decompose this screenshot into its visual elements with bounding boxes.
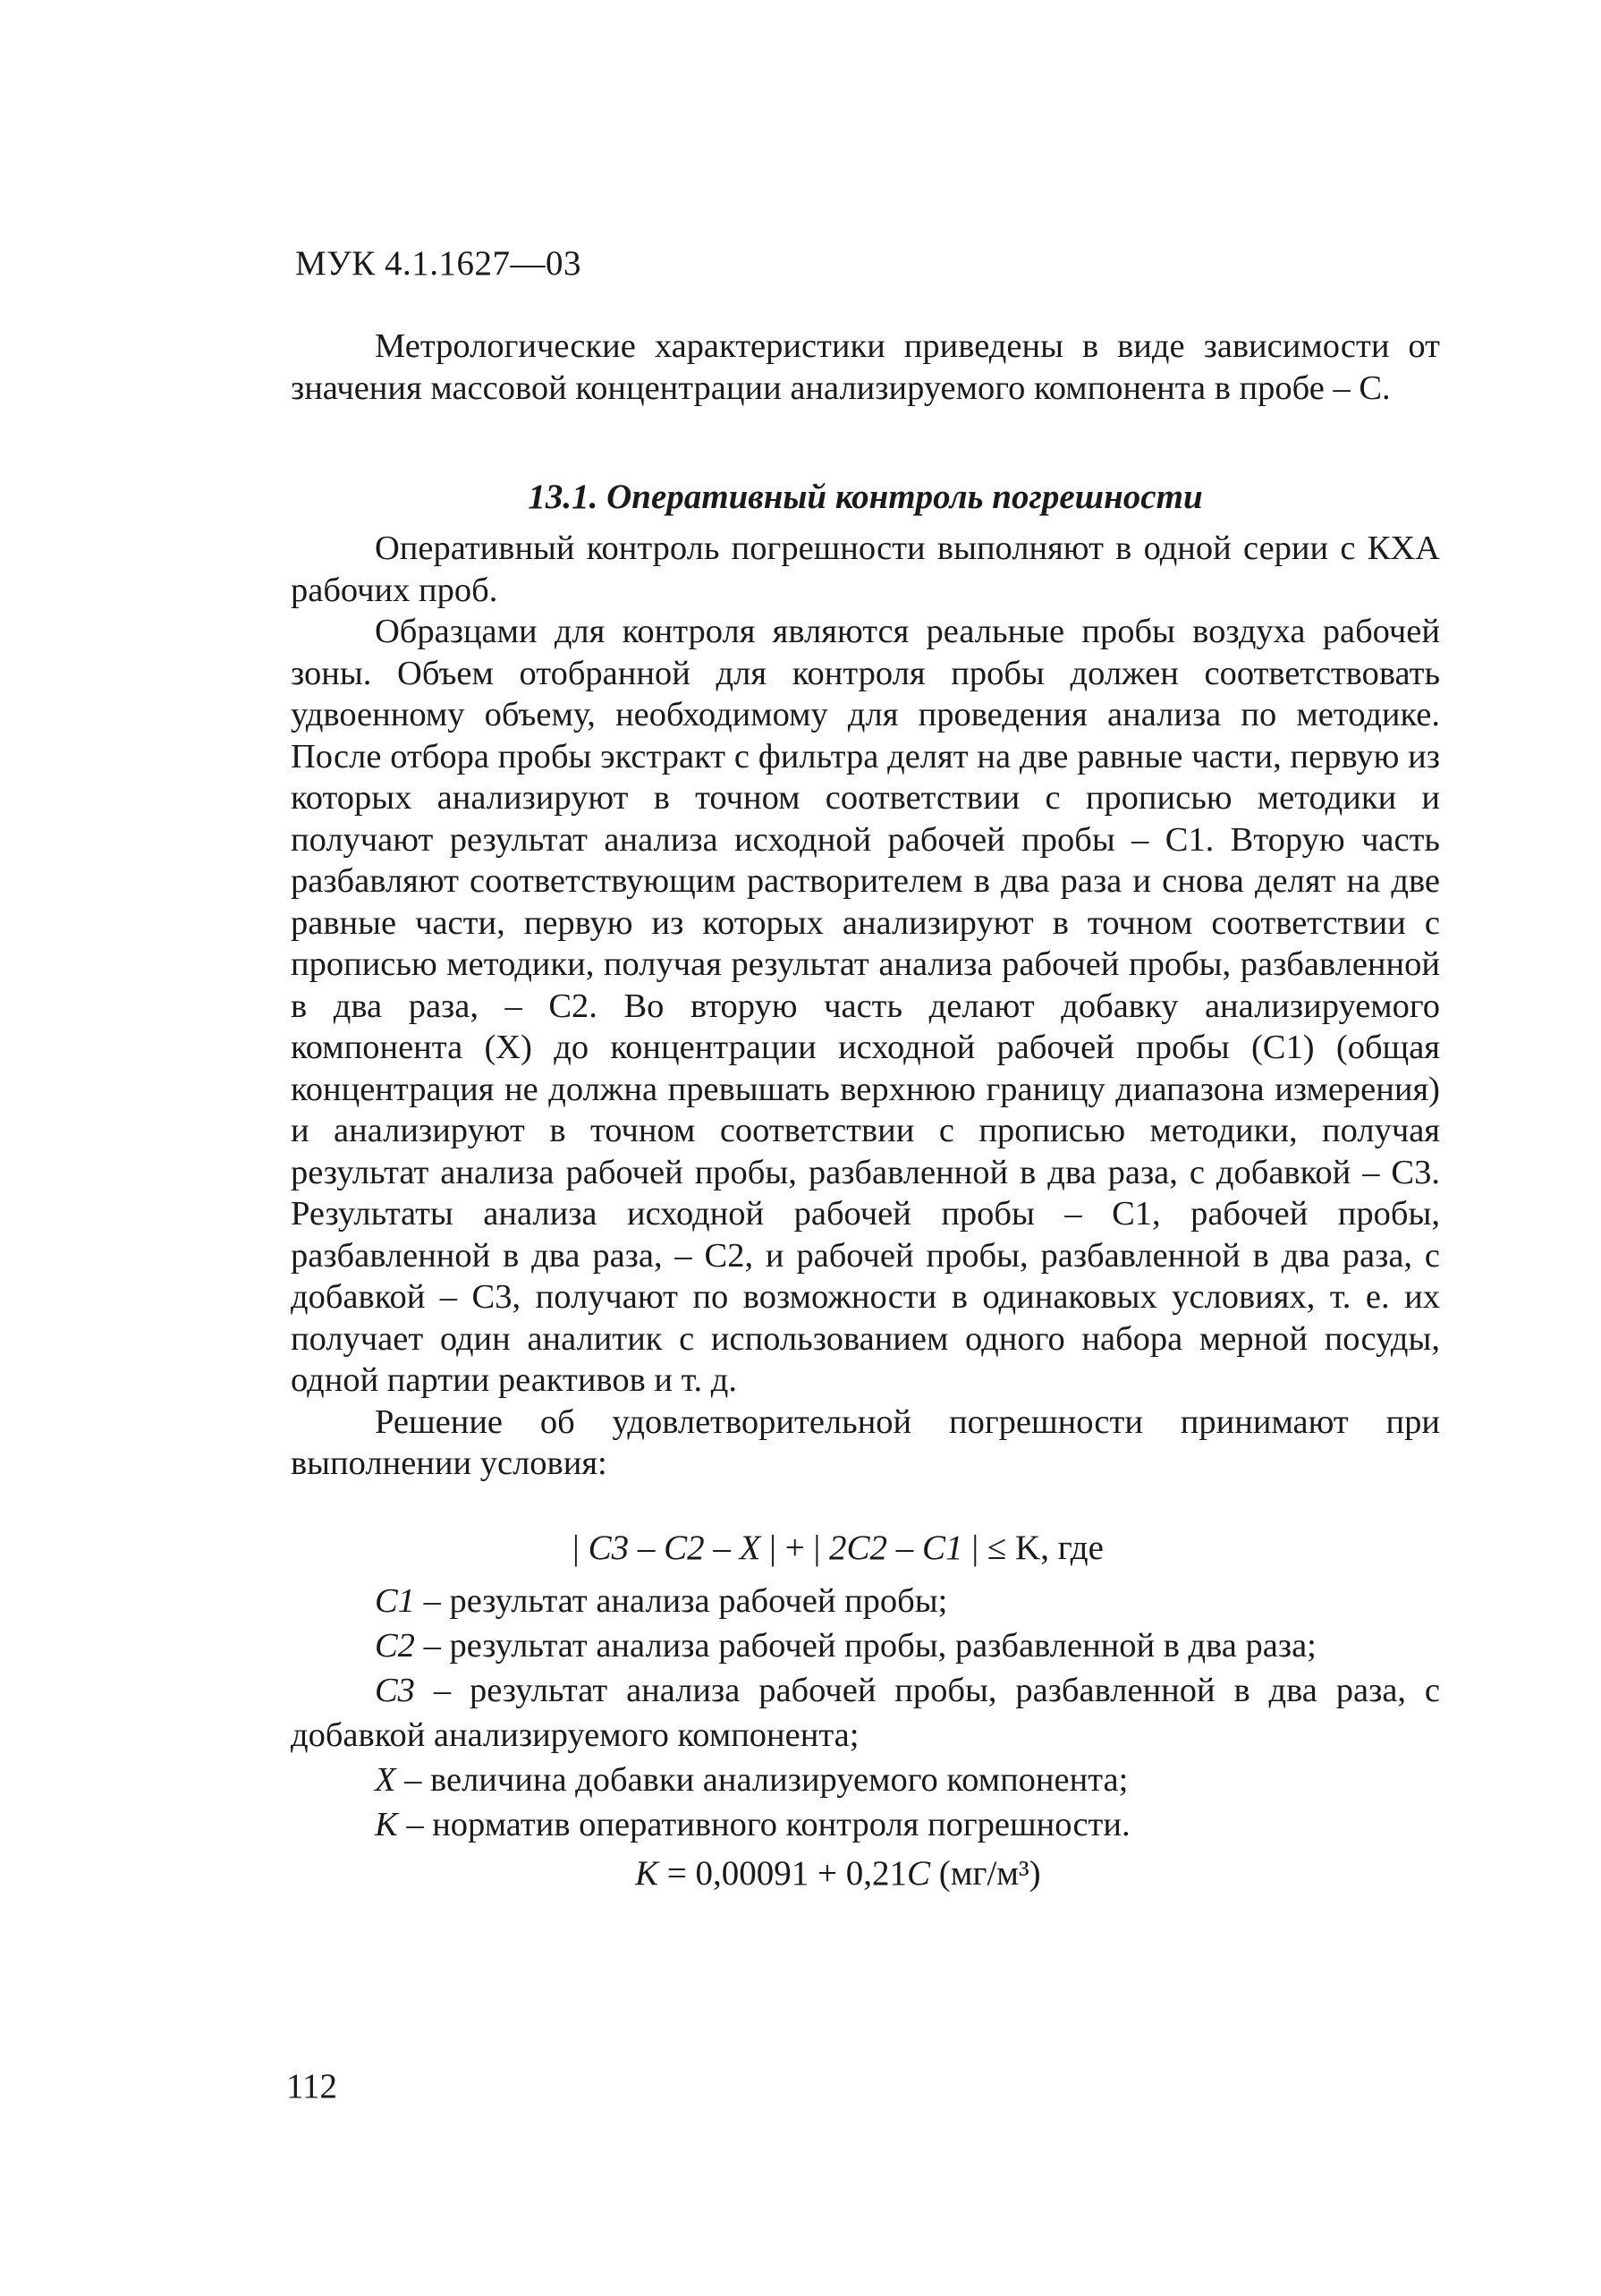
definition-symbol: K	[375, 1806, 398, 1843]
k-variable: C	[907, 1854, 931, 1893]
definition-item	[291, 1758, 1440, 1802]
k-unit: (мг/м³)	[938, 1854, 1041, 1893]
definition-item	[291, 1802, 1440, 1847]
formula-plus: +	[784, 1529, 805, 1567]
definition-item	[291, 1668, 1440, 1758]
control-condition-formula	[572, 1528, 1104, 1568]
paragraph-3: Решение об удовлетворительной погрешности принимают при выполнении условия:	[291, 1402, 1440, 1482]
definition-text: – величина добавки анализируемого компонента;	[404, 1761, 1129, 1799]
k-symbol: K	[635, 1854, 659, 1893]
definition-text: – результат анализа рабочей пробы, разбавленной в два раза;	[423, 1627, 1317, 1665]
definition-item	[291, 1579, 1440, 1623]
definition-text: – результат анализа рабочей пробы, разбавленной в два раза, с добавкой анализируемого компонента;	[291, 1672, 1440, 1754]
definition-symbol: C1	[375, 1582, 415, 1620]
definition-symbol: C3	[375, 1672, 415, 1709]
paragraph-2: Образцами для контроля являются реальные пробы воздуха рабочей зоны. Объем отобранной для контроля пробы должен соответствовать удвоенному объему, необходимому для проведения анализа по методике. После отбора пробы экстракт с фильтра делят на две равные части, первую из которых анализируют в точном соответствии с прописью методики и получают результат анализа исходной рабочей пробы – C1. Вторую часть разбавляют соответствующим растворителем в два раза и снова делят на две равные части, первую из которых анализируют в точном соответствии с прописью методики, получая результат анализа рабочей пробы, разбавленной в два раза, – C2. Во вторую часть делают добавку анализируемого компонента (X) до концентрации исходной рабочей пробы (C1) (общая концентрация не должна превышать верхнюю границу диапазона измерения) и анализируют в точном соответствии с прописью методики, получая результат анализа рабочей пробы, разбавленной в два раза, с добавкой – C3. Результаты анализа исходной рабочей пробы – C1, рабочей пробы, разбавленной в два раза, – C2, и рабочей пробы, разбавленной в два раза, с добавкой – C3, получают по возможности в одинаковых условиях, т. е. их получает один аналитик с использованием одного набора мерной посуды, одной партии реактивов и т. д.	[291, 613, 1440, 1399]
page-number: 112	[286, 2067, 338, 2105]
definitions-list	[291, 1579, 1440, 1847]
abs-bar-left-2: |	[813, 1529, 821, 1567]
body-text	[291, 528, 1440, 1485]
formula-tail: ≤ K, где	[987, 1529, 1104, 1567]
section-title: 13.1. Оперативный контроль погрешности	[528, 478, 1203, 516]
intro-paragraph	[291, 326, 1440, 409]
document-code-header: МУК 4.1.1627—03	[295, 244, 582, 283]
definition-item	[291, 1623, 1440, 1668]
intro-text: Метрологические характеристики приведены в виде зависимости от значения массовой концентрации анализируемого компонента в пробе – C.	[291, 327, 1440, 407]
k-formula	[635, 1853, 1041, 1894]
abs-bar-right-2: |	[971, 1529, 979, 1567]
k-expression: = 0,00091 + 0,21	[666, 1854, 908, 1893]
definition-text: – норматив оперативного контроля погрешности.	[406, 1806, 1131, 1843]
definition-symbol: X	[375, 1761, 396, 1799]
paragraph-1: Оперативный контроль погрешности выполняют в одной серии с КХА рабочих проб.	[291, 530, 1440, 609]
abs-bar-right-1: |	[769, 1529, 776, 1567]
formula-term-1: C3 – C2 – X	[588, 1529, 761, 1567]
abs-bar-left-1: |	[572, 1529, 580, 1567]
definition-text: – результат анализа рабочей пробы;	[423, 1582, 948, 1620]
formula-term-2: 2C2 – C1	[829, 1529, 963, 1567]
definition-symbol: C2	[375, 1627, 415, 1665]
